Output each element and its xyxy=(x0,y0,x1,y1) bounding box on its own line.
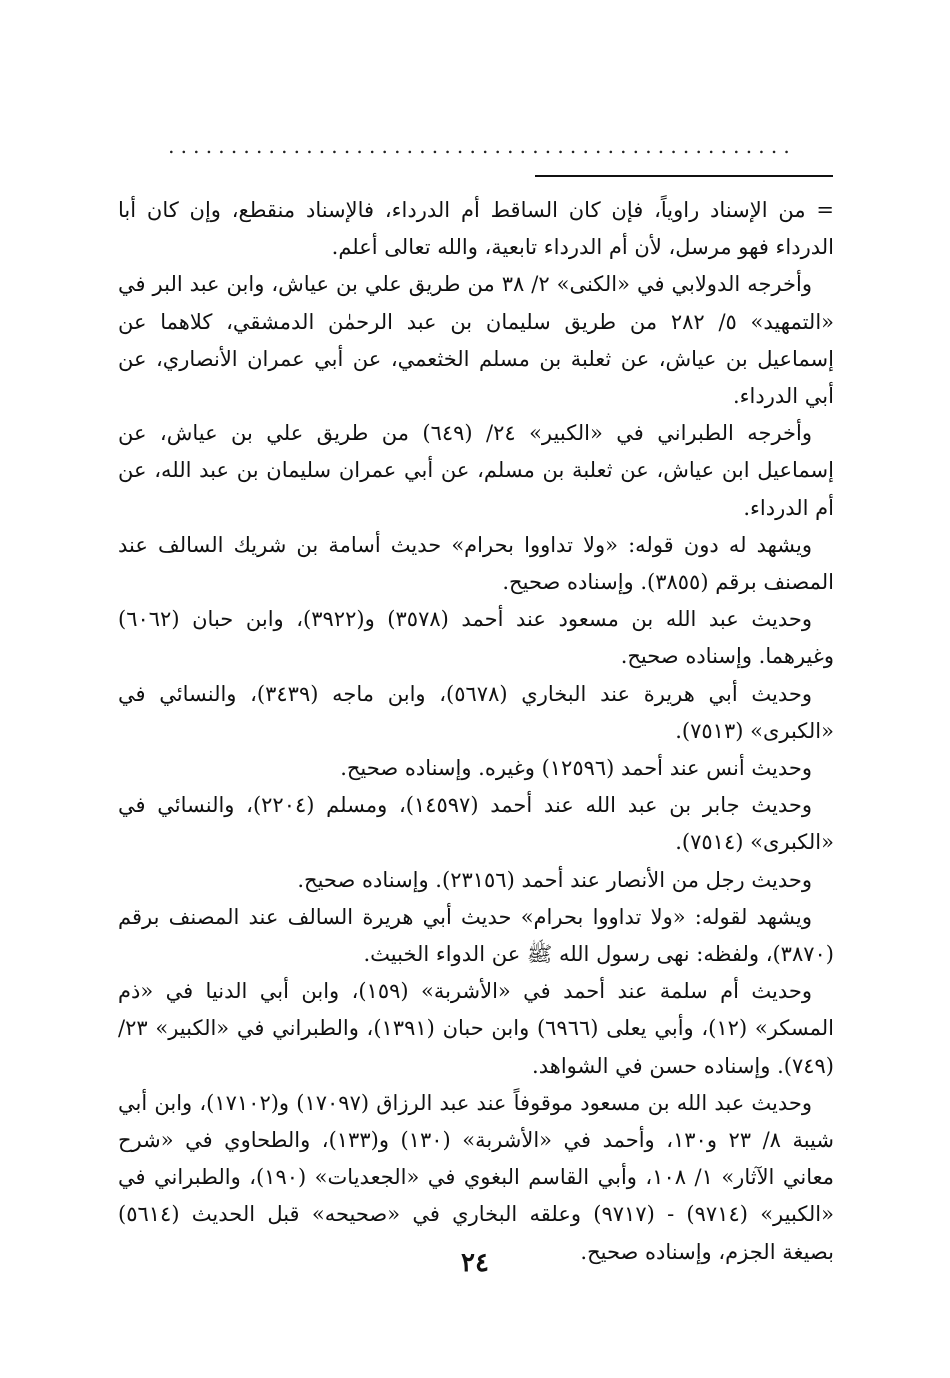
footnote-text xyxy=(118,192,834,1271)
paragraph: وأخرجه الطبراني في «الكبير» ٢٤/ (٦٤٩) من طريق علي بن عياش، عن إسماعيل ابن عياش، عن ثعلبة بن مسلم، عن أبي عمران سليمان بن عبد الله، عن أم الدرداء. xyxy=(118,421,834,520)
paragraph: وحديث أنس عند أحمد (١٢٥٩٦) وغيره. وإسناده صحيح. xyxy=(340,756,812,781)
paragraph: = من الإسناد راوياً، فإن كان الساقط أم الدرداء، فالإسناد منقطع، وإن كان أبا الدرداء فهو مرسل، لأن أم الدرداء تابعية، والله تعالى أعلم. xyxy=(118,198,834,260)
footnote-rule xyxy=(535,175,833,177)
paragraph: ويشهد له دون قوله: «ولا تداووا بحرام» حديث أسامة بن شريك السالف عند المصنف برقم (٣٨٥٥). وإسناده صحيح. xyxy=(118,532,834,595)
paragraph: وحديث أبي هريرة عند البخاري (٥٦٧٨)، وابن ماجه (٣٤٣٩)، والنسائي في «الكبرى» (٧٥١٣). xyxy=(118,681,834,743)
page-number: ٢٤ xyxy=(461,1248,489,1278)
paragraph: وحديث عبد الله بن مسعود موقوفاً عند عبد الرزاق (١٧٠٩٧) و(١٧١٠٢)، وابن أبي شيبة ٨/ ٢٣ و١٣٠، وأحمد في «الأشربة» (١٣٠) و(١٣٣)، والطحاوي في «شرح معاني الآثار» ١/ ١٠٨، وأبي القاسم البغوي في «الجعديات» (١٩٠)، والطبراني في «الكبير» (٩٧١٤) - (٩٧١٧) وعلقه البخاري في «صحيحه» قبل الحديث (٥٦١٤) بصيغة الجزم، وإسناده صحيح. xyxy=(118,1090,834,1264)
paragraph: وحديث جابر بن عبد الله عند أحمد (١٤٥٩٧)، ومسلم (٢٢٠٤)، والنسائي في «الكبرى» (٧٥١٤). xyxy=(118,793,834,855)
paragraph: وحديث أم سلمة عند أحمد في «الأشربة» (١٥٩)، وابن أبي الدنيا في «ذم المسكر» (١٢)، وأبي يعلى (٦٩٦٦) وابن حبان (١٣٩١)، والطبراني في «الكبير» ٢٣/ (٧٤٩). وإسناده حسن في الشواهد. xyxy=(118,979,834,1078)
separator-dots: .................................................. xyxy=(168,136,796,156)
paragraph: وحديث عبد الله بن مسعود عند أحمد (٣٥٧٨) و(٣٩٢٢)، وابن حبان (٦٠٦٢) وغيرهما. وإسناده صحيح. xyxy=(118,607,834,669)
paragraph: وحديث رجل من الأنصار عند أحمد (٢٣١٥٦). وإسناده صحيح. xyxy=(297,867,812,892)
paragraph: ويشهد لقوله: «ولا تداووا بحرام» حديث أبي هريرة السالف عند المصنف برقم (٣٨٧٠)، ولفظه: نهى رسول الله ﷺ عن الدواء الخبيث. xyxy=(118,904,834,967)
paragraph: وأخرجه الدولابي في «الكنى» ٢/ ٣٨ من طريق علي بن عياش، وابن عبد البر في «التمهيد» ٥/ ٢٨٢ من طريق سليمان بن عبد الرحمٰن الدمشقي، كلاهما عن إسماعيل بن عياش، عن ثعلبة بن مسلم الخثعمي، عن أبي عمران الأنصاري، عن أبي الدرداء. xyxy=(118,272,834,409)
